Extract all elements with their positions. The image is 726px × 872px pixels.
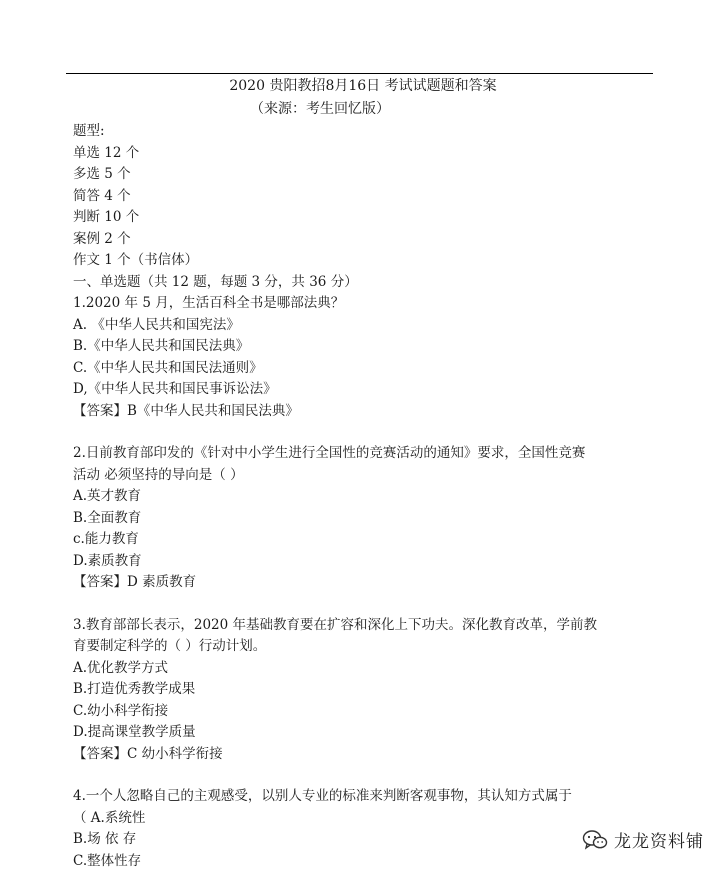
header-rule — [66, 73, 653, 74]
answer-option: D.素质教育 — [73, 551, 653, 573]
section-heading: 一、单选题（共 12 题，每题 3 分，共 36 分） — [73, 272, 653, 294]
wechat-icon — [582, 829, 608, 851]
answer-option: B.打造优秀教学成果 — [73, 679, 653, 701]
answer-option: C.整体性存 — [73, 851, 653, 872]
question-stem: 2.日前教育部印发的《针对中小学生进行全国性的竞赛活动的通知》要求，全国性竞赛 — [73, 443, 653, 465]
question-type-item: 案例 2 个 — [73, 229, 653, 251]
answer-option: A.英才教育 — [73, 486, 653, 508]
question-stem: 育要制定科学的（ ）行动计划。 — [73, 636, 653, 658]
answer-option: D,《中华人民共和国民事诉讼法》 — [73, 379, 653, 401]
question-types-heading: 题型: — [73, 121, 653, 143]
answer-option: C.幼小科学衔接 — [73, 701, 653, 723]
answer-option: A. 《中华人民共和国宪法》 — [73, 315, 653, 337]
answer-option: （ A.系统性 — [73, 808, 653, 830]
question-stem: 1.2020 年 5 月，生活百科全书是哪部法典？ — [73, 293, 653, 315]
document-title: 2020 贵阳教招8月16日 考试试题题和答案 — [0, 76, 726, 96]
answer-option: B.《中华人民共和国民法典》 — [73, 336, 653, 358]
question-type-item: 单选 12 个 — [73, 143, 653, 165]
question-type-item: 多选 5 个 — [73, 164, 653, 186]
question-type-item: 判断 10 个 — [73, 207, 653, 229]
question-stem: 3.教育部部长表示，2020 年基础教育要在扩容和深化上下功夫。深化教育改革，学前教 — [73, 615, 653, 637]
watermark — [582, 827, 704, 852]
answer-option: D.提高课堂教学质量 — [73, 722, 653, 744]
answer-option: C.《中华人民共和国民法通则》 — [73, 358, 653, 380]
answer-key: 【答案】D 素质教育 — [73, 572, 653, 594]
question-type-item: 简答 4 个 — [73, 186, 653, 208]
answer-option: B.场 依 存 — [73, 829, 653, 851]
answer-option: A.优化教学方式 — [73, 658, 653, 680]
answer-option: B.全面教育 — [73, 508, 653, 530]
document-body — [73, 121, 653, 872]
watermark-text: 龙龙资料铺 — [614, 827, 704, 852]
answer-key: 【答案】B《中华人民共和国民法典》 — [73, 401, 653, 423]
answer-option: c.能力教育 — [73, 529, 653, 551]
question-stem: 4.一个人忽略自己的主观感受，以别人专业的标准来判断客观事物，其认知方式属于 — [73, 786, 653, 808]
answer-key: 【答案】C 幼小科学衔接 — [73, 744, 653, 766]
question-stem: 活动 必须坚持的导向是（ ） — [73, 465, 653, 487]
document-subtitle: （来源：考生回忆版） — [0, 99, 640, 119]
question-type-item: 作文 1 个（书信体） — [73, 250, 653, 272]
